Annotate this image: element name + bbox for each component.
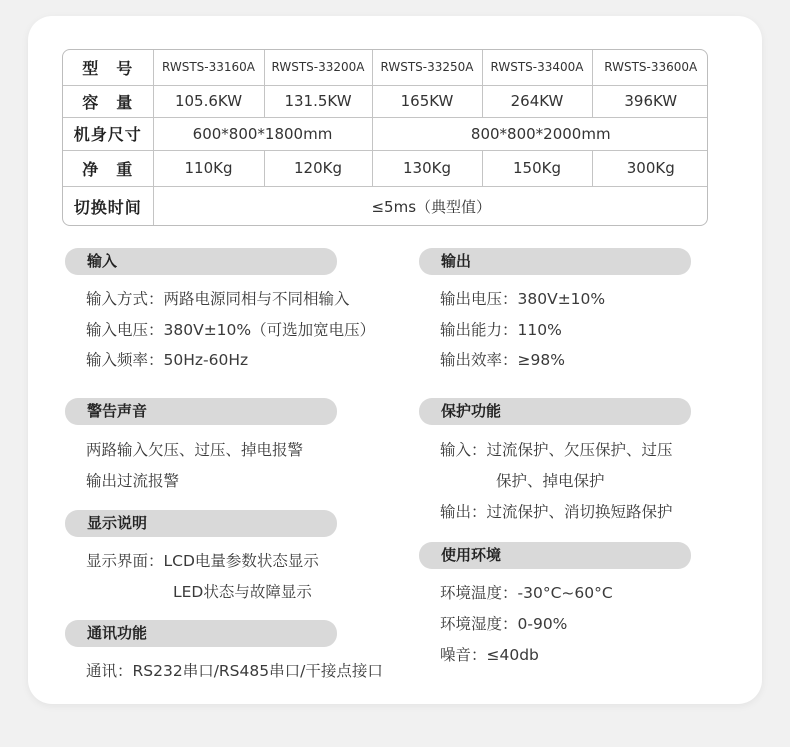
output-efficiency-line: 输出效率：≥98% xyxy=(440,351,565,369)
section-title-alarm: 警告声音 xyxy=(65,398,337,425)
section-title-output: 输出 xyxy=(419,248,691,275)
table-row-weight xyxy=(63,150,708,186)
table-cell: 130Kg xyxy=(372,150,482,186)
section-title-display: 显示说明 xyxy=(65,510,337,537)
display-line: LED状态与故障显示 xyxy=(173,583,312,601)
table-row-model xyxy=(63,50,708,85)
table-cell: RWSTS-33600A xyxy=(592,50,708,85)
row-header-switch-time: 切换时间 xyxy=(63,186,153,226)
output-capacity-line: 输出能力：110% xyxy=(440,321,562,339)
table-cell: 131.5KW xyxy=(264,85,372,117)
protection-line: 保护、掉电保护 xyxy=(496,472,605,490)
table-cell: RWSTS-33250A xyxy=(372,50,482,85)
table-cell: 150Kg xyxy=(482,150,592,186)
table-cell: 264KW xyxy=(482,85,592,117)
table-cell: 165KW xyxy=(372,85,482,117)
communication-line: 通讯：RS232串口/RS485串口/干接点接口 xyxy=(86,662,383,680)
row-header-dimensions: 机身尺寸 xyxy=(63,117,153,150)
alarm-line: 两路输入欠压、过压、掉电报警 xyxy=(86,441,304,459)
table-cell: 110Kg xyxy=(153,150,264,186)
output-voltage-line: 输出电压：380V±10% xyxy=(440,290,606,308)
table-cell: 300Kg xyxy=(592,150,708,186)
env-noise-line: 噪音：≤40db xyxy=(440,646,539,664)
env-temperature-line: 环境温度：-30°C~60°C xyxy=(440,584,613,602)
spec-table xyxy=(62,49,708,226)
table-row-dimensions xyxy=(63,117,708,150)
table-cell: 396KW xyxy=(592,85,708,117)
table-cell: 105.6KW xyxy=(153,85,264,117)
table-cell: 600*800*1800mm xyxy=(153,117,372,150)
protection-line: 输入：过流保护、欠压保护、过压 xyxy=(440,441,673,459)
env-humidity-line: 环境湿度：0-90% xyxy=(440,615,568,633)
table-row-capacity xyxy=(63,85,708,117)
table-row-switch-time xyxy=(63,186,708,226)
section-title-communication: 通讯功能 xyxy=(65,620,337,647)
table-cell: 800*800*2000mm xyxy=(372,117,708,150)
display-line: 显示界面：LCD电量参数状态显示 xyxy=(86,552,319,570)
table-cell: RWSTS-33160A xyxy=(153,50,264,85)
input-voltage-line: 输入电压：380V±10%（可选加宽电压） xyxy=(86,321,376,339)
row-header-capacity: 容 量 xyxy=(63,85,153,117)
table-cell: ≤5ms（典型值） xyxy=(371,198,492,217)
table-cell: RWSTS-33400A xyxy=(482,50,592,85)
row-header-weight: 净 重 xyxy=(63,150,153,186)
section-title-protection: 保护功能 xyxy=(419,398,691,425)
table-cell: RWSTS-33200A xyxy=(264,50,372,85)
protection-line: 输出：过流保护、消切换短路保护 xyxy=(440,503,673,521)
input-mode-line: 输入方式：两路电源同相与不同相输入 xyxy=(86,290,350,308)
alarm-line: 输出过流报警 xyxy=(86,472,180,490)
section-title-environment: 使用环境 xyxy=(419,542,691,569)
row-header-model: 型 号 xyxy=(63,50,153,85)
table-cell: 120Kg xyxy=(264,150,372,186)
input-frequency-line: 输入频率：50Hz-60Hz xyxy=(86,351,249,369)
section-title-input: 输入 xyxy=(65,248,337,275)
